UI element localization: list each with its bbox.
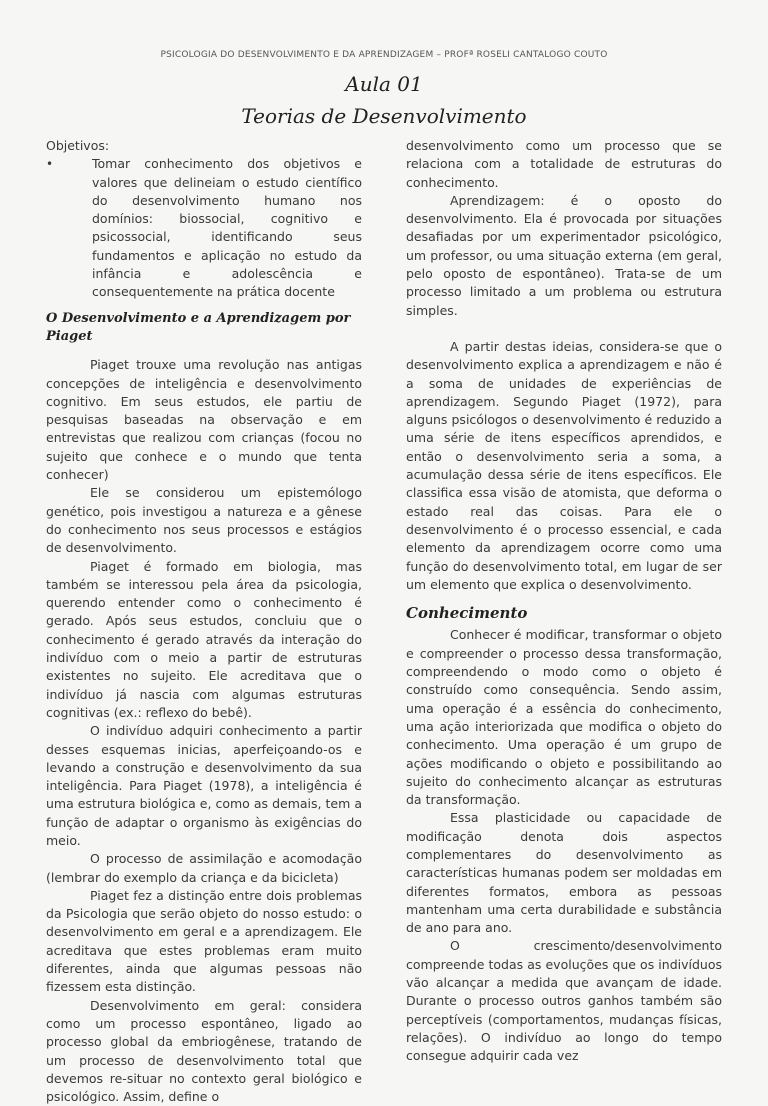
- paragraph: O crescimento/desenvolvimento compreende todas as evoluções que os indivíduos vão alcançar a medida que avançam de idade. Durante o processo outros ganhos também são perceptíveis (comportamentos, mudanças físicas, relações). O indivíduo ao longo do tempo consegue adquirir cada vez: [406, 938, 722, 1064]
- section-heading-conhecimento: Conhecimento: [406, 604, 528, 623]
- paragraph: Piaget é formado em biologia, mas também se interessou pela área da psicologia, querendo entender como o conhecimento é gerado. Após seus estudos, concluiu que o conhecimento é gerado através da interação do indivíduo com o meio a partir de estruturas existentes no sujeito. Ele acreditava que o indivíduo já nascia com algumas estruturas cognitivas (ex.: reflexo do bebê).: [46, 558, 362, 720]
- objectives-label: Objetivos:: [46, 138, 110, 153]
- page-title: Teorias de Desenvolvimento: [241, 104, 527, 128]
- paragraph: Aprendizagem: é o oposto do desenvolvimento. Ela é provocada por situações desafiadas por um experimentador psicológico, um professor, ou uma situação externa (em geral, pelo oposto de espontâneo). Trata-se de um processo limitado a um problema ou estrutura simples.: [406, 192, 722, 318]
- paragraph: Conhecer é modificar, transformar o objeto e compreender o processo dessa transformação, compreendendo o modo como o objeto é construído como consequência. Sendo assim, uma operação é a essência do conhecimento, uma ação interiorizada que modifica o objeto do conhecimento. Uma operação é um grupo de ações modificando o objeto e possibilitando ao sujeito do conhecimento alcançar as estruturas da transformação.: [406, 627, 722, 808]
- paragraph: A partir destas ideias, considera-se que o desenvolvimento explica a aprendizagem e não é a soma de unidades de experiências de aprendizagem. Segundo Piaget (1972), para alguns psicólogos o desenvolvimento é reduzido a uma série de itens específicos aprendidos, e então o desenvolvimento seria a soma, a acumulação dessa série de itens específicos. Ele classifica essa visão de atomista, que deforma o estado real das coisas. Para ele o desenvolvimento é o processo essencial, e cada elemento da aprendizagem ocorre como uma função do desenvolvimento total, em lugar de ser um elemento que explica o desenvolvimento.: [406, 338, 722, 592]
- objective-item: [46, 155, 362, 301]
- paragraph: O processo de assimilação e acomodação (lembrar do exemplo da criança e da bicicleta): [46, 851, 362, 885]
- paragraph: Essa plasticidade ou capacidade de modificação denota dois aspectos complementares do desenvolvimento as características humanas podem ser moldadas em diferentes formatos, embora as pessoas mantenham uma certa durabilidade e substância de ano para ano.: [406, 810, 722, 936]
- paragraph: Piaget trouxe uma revolução nas antigas concepções de inteligência e desenvolvimento cognitivo. Em seus estudos, ele partiu de pesquisas baseadas na observação e em entrevistas que realizou com crianças (focou no sujeito que conhece e o mundo que tenta conhecer): [46, 357, 362, 483]
- paragraph: Desenvolvimento em geral: considera como um processo espontâneo, ligado ao processo global da embriogênese, tratando de um processo de desenvolvimento total que devemos re-situar no contexto geral biológico e psicológico. Assim, define o: [46, 997, 362, 1105]
- objective-text: Tomar conhecimento dos objetivos e valores que delineiam o estudo científico do desenvolvimento humano nos domínios: biossocial, cognitivo e psicossocial, identificando seus fundamentos e aplicação no estudo da infância e adolescência e consequentemente na prática docente: [92, 156, 362, 300]
- right-column: [406, 137, 722, 1066]
- course-header: PSICOLOGIA DO DESENVOLVIMENTO E DA APRENDIZAGEM – PROFª ROSELI CANTALOGO COUTO: [160, 50, 608, 60]
- lesson-title: Aula 01: [345, 72, 423, 96]
- bullet-icon: •: [46, 157, 54, 172]
- paragraph-spacer: [406, 320, 722, 338]
- paragraph: Ele se considerou um epistemólogo genético, pois investigou a natureza e a gênese do conhecimento nos seus processos e estágios de desenvolvimento.: [46, 485, 362, 556]
- paragraph: desenvolvimento como um processo que se relaciona com a totalidade de estruturas do conhecimento.: [406, 138, 722, 190]
- section-heading-piaget: O Desenvolvimento e a Aprendizagem por Piaget: [46, 310, 351, 344]
- paragraph: Piaget fez a distinção entre dois problemas da Psicologia que serão objeto do nosso estudo: o desenvolvimento em geral e a aprendizagem. Ele acreditava que estes problemas eram muito diferentes, ainda que algumas pessoas não fizessem esta distinção.: [46, 887, 362, 995]
- paragraph: O indivíduo adquiri conhecimento a partir desses esquemas inicias, aperfeiçoando-os e levando a construção e desenvolvimento da sua inteligência. Para Piaget (1978), a inteligência é uma estrutura biológica e, como as demais, tem a função de adaptar o organismo às exigências do meio.: [46, 723, 362, 848]
- left-column: [46, 137, 362, 1106]
